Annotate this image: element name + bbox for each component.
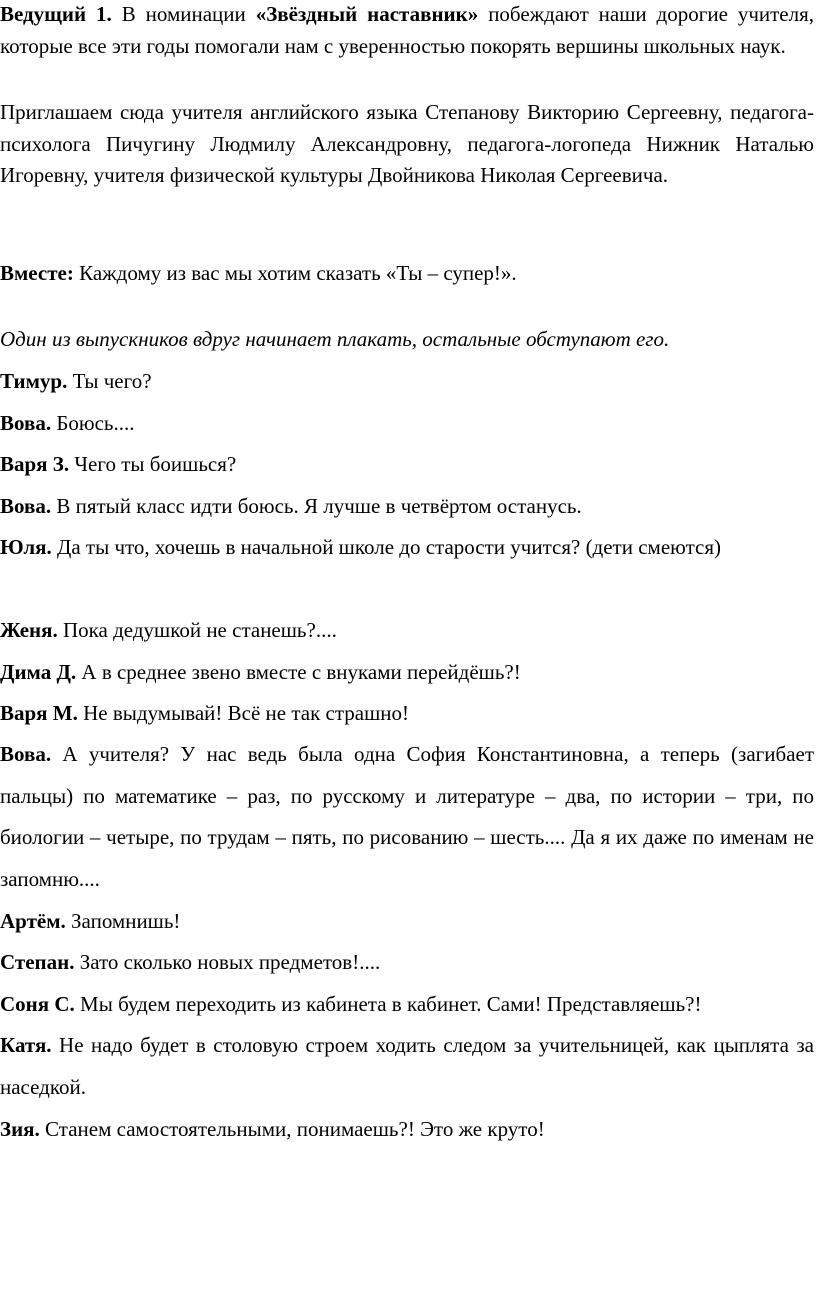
line-text: Не надо будет в столовую строем ходить следом за учительницей, как цыплята за наседкой. <box>0 1033 815 1099</box>
dialogue-line <box>0 444 814 486</box>
line-text: А в среднее звено вместе с внуками перейдёшь?! <box>81 660 521 684</box>
together-text: Каждому из вас мы хотим сказать «Ты – супер!». <box>79 261 517 285</box>
speaker-label: Варя З. <box>0 452 70 476</box>
dialogue-line <box>0 734 814 900</box>
line-text: Боюсь.... <box>56 411 135 435</box>
line-text: Запомнишь! <box>71 909 181 933</box>
dialogue-line <box>0 1025 814 1108</box>
stage-direction <box>0 324 814 356</box>
line-text: А учителя? У нас ведь была одна София Константиновна, а теперь (загибает пальцы) по математике – раз, по русскому и литературе – два, по истории – три, по биологии – четыре, по трудам – пять, по рисованию – шесть.... Да я их даже по именам не запомню.... <box>0 742 815 891</box>
dialogue-line <box>0 527 814 569</box>
speaker-label: Степан. <box>0 950 75 974</box>
speaker-label: Женя. <box>0 618 58 642</box>
dialogue-line <box>0 361 814 403</box>
speaker-label: Катя. <box>0 1033 52 1057</box>
dialogue-line <box>0 984 814 1026</box>
speaker-label: Ведущий 1. <box>0 2 112 26</box>
speaker-label: Вова. <box>0 411 52 435</box>
line-text: Пока дедушкой не станешь?.... <box>62 618 337 642</box>
speaker-label: Дима Д. <box>0 660 77 684</box>
dialogue-line <box>0 693 814 735</box>
speaker-label: Вова. <box>0 742 52 766</box>
dialogue-line <box>0 652 814 694</box>
dialogue-line <box>0 610 814 652</box>
speaker-label: Вова. <box>0 494 52 518</box>
line-text: Зато сколько новых предметов!.... <box>79 950 381 974</box>
speaker-label: Зия. <box>0 1117 40 1141</box>
speaker-label: Тимур. <box>0 369 68 393</box>
intro-text-after: побеждают наши дорогие учителя, которые все эти годы помогали нам с уверенностью покорять вершины школьных наук. <box>0 2 815 58</box>
dialogue-line <box>0 942 814 984</box>
together-paragraph <box>0 258 814 290</box>
dialogue-line <box>0 403 814 445</box>
speaker-label: Юля. <box>0 535 52 559</box>
invite-text: Приглашаем сюда учителя английского языка Степанову Викторию Сергеевну, педагога-психолога Пичугину Людмилу Александровну, педагога-логопеда Нижник Наталью Игоревну, учителя физической культуры Двойникова Николая Сергеевича. <box>0 100 814 187</box>
line-text: В пятый класс идти боюсь. Я лучше в четвёртом останусь. <box>56 494 582 518</box>
stage-direction-text: Один из выпускников вдруг начинает плакать, остальные обступают его. <box>0 327 670 351</box>
line-text: Не выдумывай! Всё не так страшно! <box>83 701 410 725</box>
line-text: Мы будем переходить из кабинета в кабинет. Сами! Представляешь?! <box>80 992 702 1016</box>
line-text: Станем самостоятельными, понимаешь?! Это же круто! <box>45 1117 545 1141</box>
nomination-title: «Звёздный наставник» <box>255 2 479 26</box>
invite-paragraph <box>0 97 814 192</box>
speaker-label: Вместе: <box>0 261 74 285</box>
line-text: Ты чего? <box>72 369 152 393</box>
dialogue-line <box>0 1109 814 1151</box>
line-text: Да ты что, хочешь в начальной школе до старости учится? (дети смеются) <box>57 535 721 559</box>
intro-paragraph <box>0 0 814 62</box>
dialogue-line <box>0 901 814 943</box>
intro-text-before: В номинации <box>121 2 246 26</box>
dialogue-line <box>0 486 814 528</box>
speaker-label: Варя М. <box>0 701 78 725</box>
speaker-label: Соня С. <box>0 992 75 1016</box>
speaker-label: Артём. <box>0 909 66 933</box>
line-text: Чего ты боишься? <box>74 452 237 476</box>
